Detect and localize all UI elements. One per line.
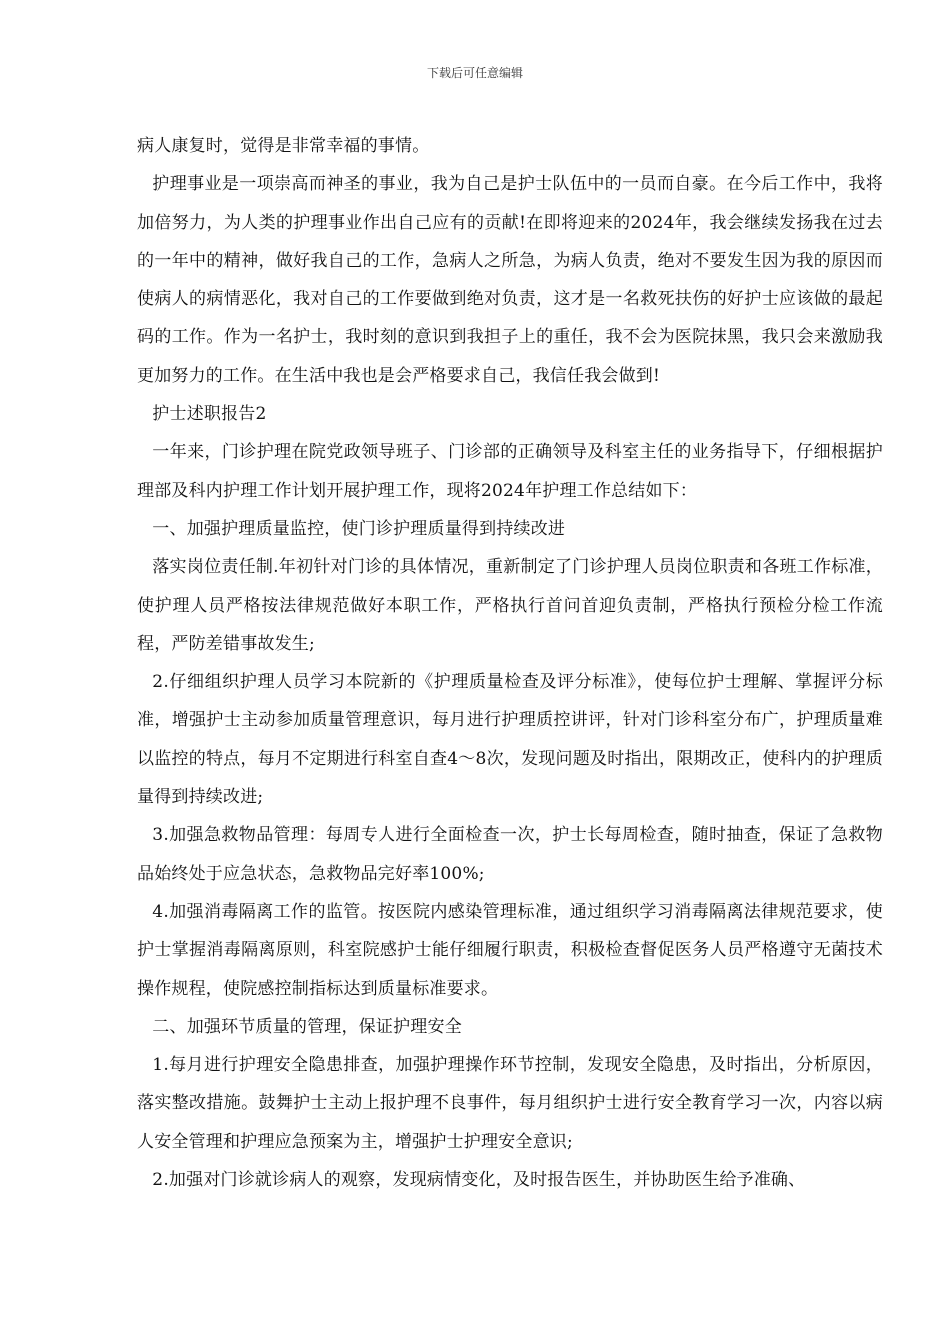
heading-quality-monitoring: 一、加强护理质量监控，使门诊护理质量得到持续改进 <box>152 518 566 539</box>
heading-safety-management: 二、加强环节质量的管理，保证护理安全 <box>152 1016 462 1037</box>
section-title-report-2: 护士述职报告2 <box>152 404 267 425</box>
paragraph-item-2: 2.仔细组织护理人员学习本院新的《护理质量检查及评分标准》，使每位护士理解、掌握评分标准，增强护士主动参加质量管理意识，每月进行护理质控讲评，针对门诊科室分布广，护理质量难以监控的特点，每月不定期进行科室自查4～8次，发现问题及时指出，限期改正，使科内的护理质量得到持续改进; <box>137 672 883 808</box>
paragraph-item-3: 3.加强急救物品管理：每周专人进行全面检查一次，护士长每周检查，随时抽查，保证了急救物品始终处于应急状态，急救物品完好率100%; <box>137 825 883 884</box>
paragraph-safety-item-2: 2.加强对门诊就诊病人的观察，发现病情变化，及时报告医生，并协助医生给予准确、 <box>152 1170 806 1191</box>
page-header: 下载后可任意编辑 <box>426 66 523 80</box>
paragraph-item-1: 落实岗位责任制.年初针对门诊的具体情况，重新制定了门诊护理人员岗位职责和各班工作标准，使护理人员严格按法律规范做好本职工作，严格执行首问首迎负责制，严格执行预检分检工作流程，严防差错事故发生; <box>137 557 883 654</box>
document-body <box>137 127 883 1199</box>
paragraph-safety-item-1: 1.每月进行护理安全隐患排查，加强护理操作环节控制，发现安全隐患，及时指出，分析原因，落实整改措施。鼓舞护士主动上报护理不良事件，每月组织护士进行安全教育学习一次，内容以病人安全管理和护理应急预案为主，增强护士护理安全意识; <box>137 1055 883 1152</box>
paragraph-continuation: 病人康复时，觉得是非常幸福的事情。 <box>137 136 430 156</box>
paragraph-nursing-career: 护理事业是一项崇高而神圣的事业，我为自己是护士队伍中的一员而自豪。在今后工作中，我将加倍努力，为人类的护理事业作出自己应有的贡献!在即将迎来的2024年，我会继续发扬我在过去的一年中的精神，做好我自己的工作，急病人之所急，为病人负责，绝对不要发生因为我的原因而使病人的病情恶化，我对自己的工作要做到绝对负责，这才是一名救死扶伤的好护士应该做的最起码的工作。作为一名护士，我时刻的意识到我担子上的重任，我不会为医院抹黑，我只会来激励我更加努力的工作。在生活中我也是会严格要求自己，我信任我会做到! <box>137 174 883 386</box>
paragraph-item-4: 4.加强消毒隔离工作的监管。按医院内感染管理标准，通过组织学习消毒隔离法律规范要求，使护士掌握消毒隔离原则，科室院感护士能仔细履行职责，积极检查督促医务人员严格遵守无菌技术操作规程，使院感控制指标达到质量标准要求。 <box>137 901 883 999</box>
paragraph-intro: 一年来，门诊护理在院党政领导班子、门诊部的正确领导及科室主任的业务指导下，仔细根据护理部及科内护理工作计划开展护理工作，现将2024年护理工作总结如下： <box>137 442 883 501</box>
